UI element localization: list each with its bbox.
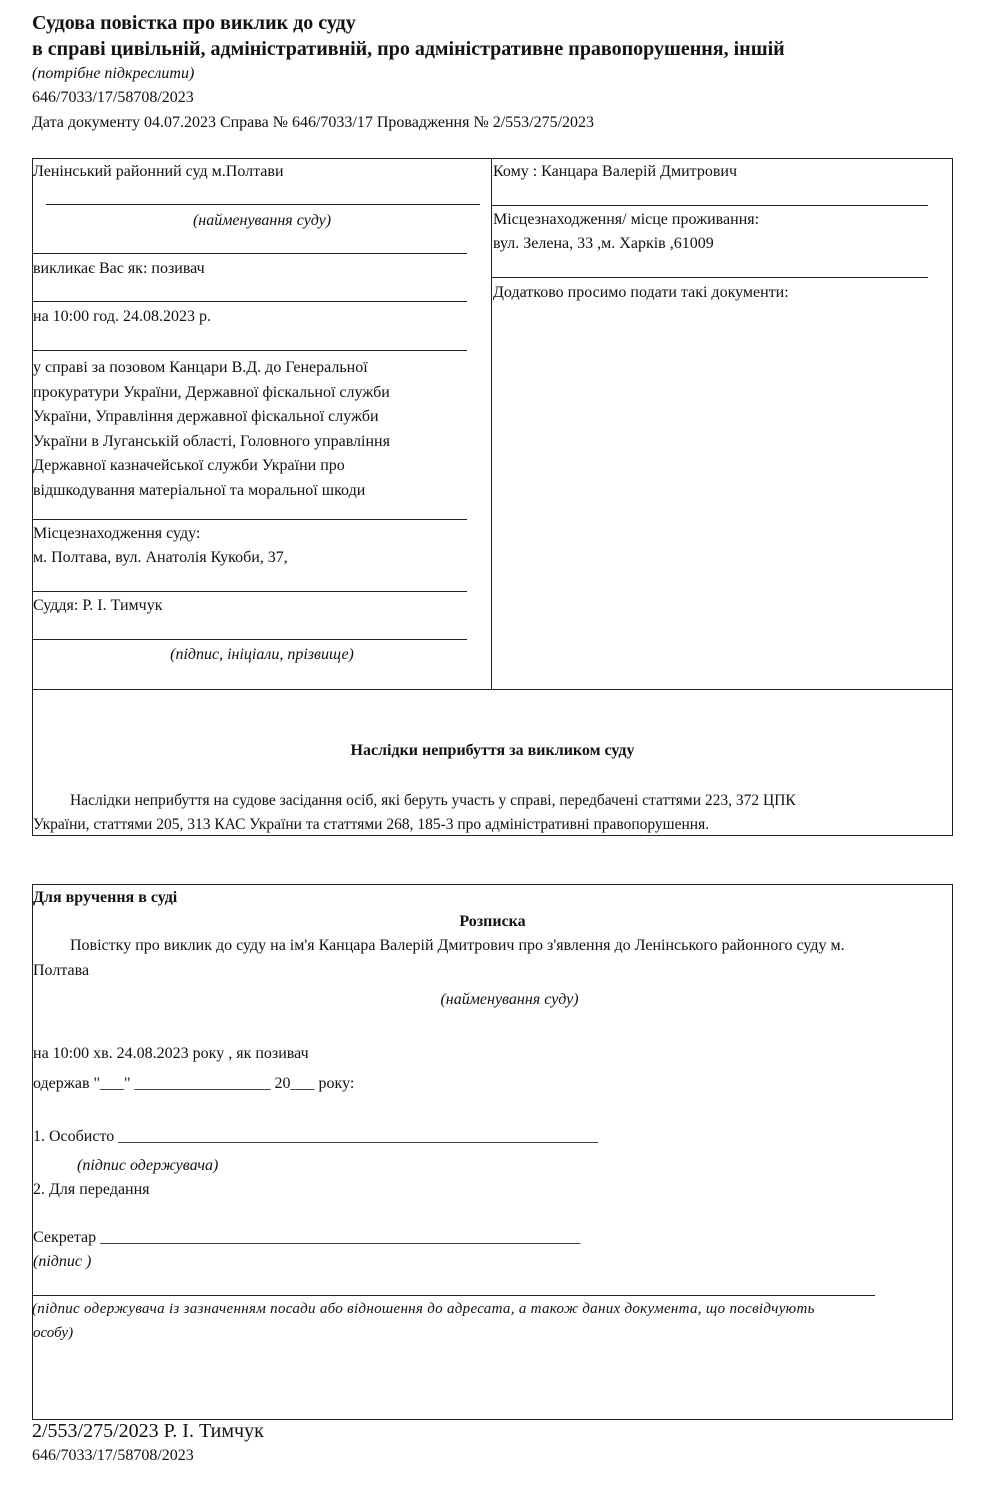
divider [32,253,467,254]
recipient-note-line-1: (підпис одержувача із зазначенням посади або відношення до адресата, а також даних документа, що посвідчують [32,1301,815,1317]
recipient-sign-caption: (підпис одержувача) [77,1157,219,1174]
receipt-box [32,884,953,1420]
consequences-line-1: Наслідки неприбуття на судове засідання осіб, які беруть участь у справі, передбачені статтями 223, 372 ЦПК [70,792,796,809]
title-line-2: в справі цивільній, адміністративній, про адміністративне правопорушення, іншій [32,38,785,60]
receipt-text-line-2: Полтава [33,962,90,979]
court-caption: (найменування суду) [192,212,332,229]
court-location-value: м. Полтава, вул. Анатолія Кукоби, 37, [33,549,288,566]
receipt-text-line-1: Повістку про виклик до суду на ім'я Канцара Валерій Дмитрович про з'явлення до Ленінського районного суду м. [70,937,845,954]
divider [46,204,480,205]
case-description [33,356,390,503]
doc-info: Дата документу 04.07.2023 Справа № 646/7033/17 Провадження № 2/553/275/2023 [32,114,595,131]
recipient-name: Кому : Канцара Валерій Дмитрович [493,163,737,180]
for-court-label: Для вручення в суді [33,889,178,906]
footer-case-judge: 2/553/275/2023 Р. І. Тимчук [32,1420,264,1442]
court-location-label: Місцезнаходження суду: [33,525,201,542]
receipt-title: Розписка [459,913,526,930]
consequences-box [32,689,953,836]
residence-value: вул. Зелена, 33 ,м. Харків ,61009 [493,235,714,252]
secretary-sign-caption: (підпис ) [33,1253,92,1270]
case-line: у справі за позовом Канцари В.Д. до Генеральної [33,359,368,376]
received-date: одержав "___" _________________ 20___ року: [33,1075,355,1092]
divider [32,591,467,592]
receipt-time: на 10:00 хв. 24.08.2023 року , як позивач [33,1045,309,1062]
divider [32,1295,875,1296]
case-line: Державної казначейської служби України про [33,457,345,474]
case-line: прокуратури України, Державної фіскальної служби [33,383,390,401]
divider [32,639,467,640]
divider [32,519,467,520]
secretary-line: Секретар ____________________________________________________________ [33,1229,581,1246]
column-divider [491,158,492,690]
case-line: України в Луганській області, Головного управління [33,432,390,450]
sign-caption: (підпис, ініціали, прізвище) [170,646,354,663]
divider [32,301,467,302]
consequences-title: Наслідки неприбуття за викликом суду [350,742,635,759]
judge-name: Суддя: Р. І. Тимчук [33,597,163,614]
footer-doc-number: 646/7033/17/58708/2023 [32,1447,194,1464]
extra-documents: Додатково просимо подати такі документи: [493,284,789,301]
hearing-time: на 10:00 год. 24.08.2023 р. [33,308,211,325]
divider [492,277,928,278]
summons-as: викликає Вас як: позивач [33,260,205,277]
divider [492,205,928,206]
case-line: відшкодування матеріальної та моральної шкоди [33,481,366,499]
receipt-court-caption: (найменування суду) [440,991,579,1008]
residence-label: Місцезнаходження/ місце проживання: [493,211,760,228]
underline-note: (потрібне підкреслити) [32,65,195,82]
court-name: Ленінський районний суд м.Полтави [33,163,284,180]
consequences-line-2: України, статтями 205, 313 КАС України та статтями 268, 185-3 про адміністративні правопорушення. [33,816,710,833]
title-line-1: Судова повістка про виклик до суду [32,12,356,34]
doc-number: 646/7033/17/58708/2023 [32,89,194,106]
divider [32,350,467,351]
case-line: України, Управління державної фіскальної служби [33,408,379,425]
personally-line: 1. Особисто ____________________________________________________________ [33,1128,599,1145]
for-transfer-line: 2. Для передання [33,1181,150,1198]
recipient-note-line-2: особу) [33,1325,74,1341]
